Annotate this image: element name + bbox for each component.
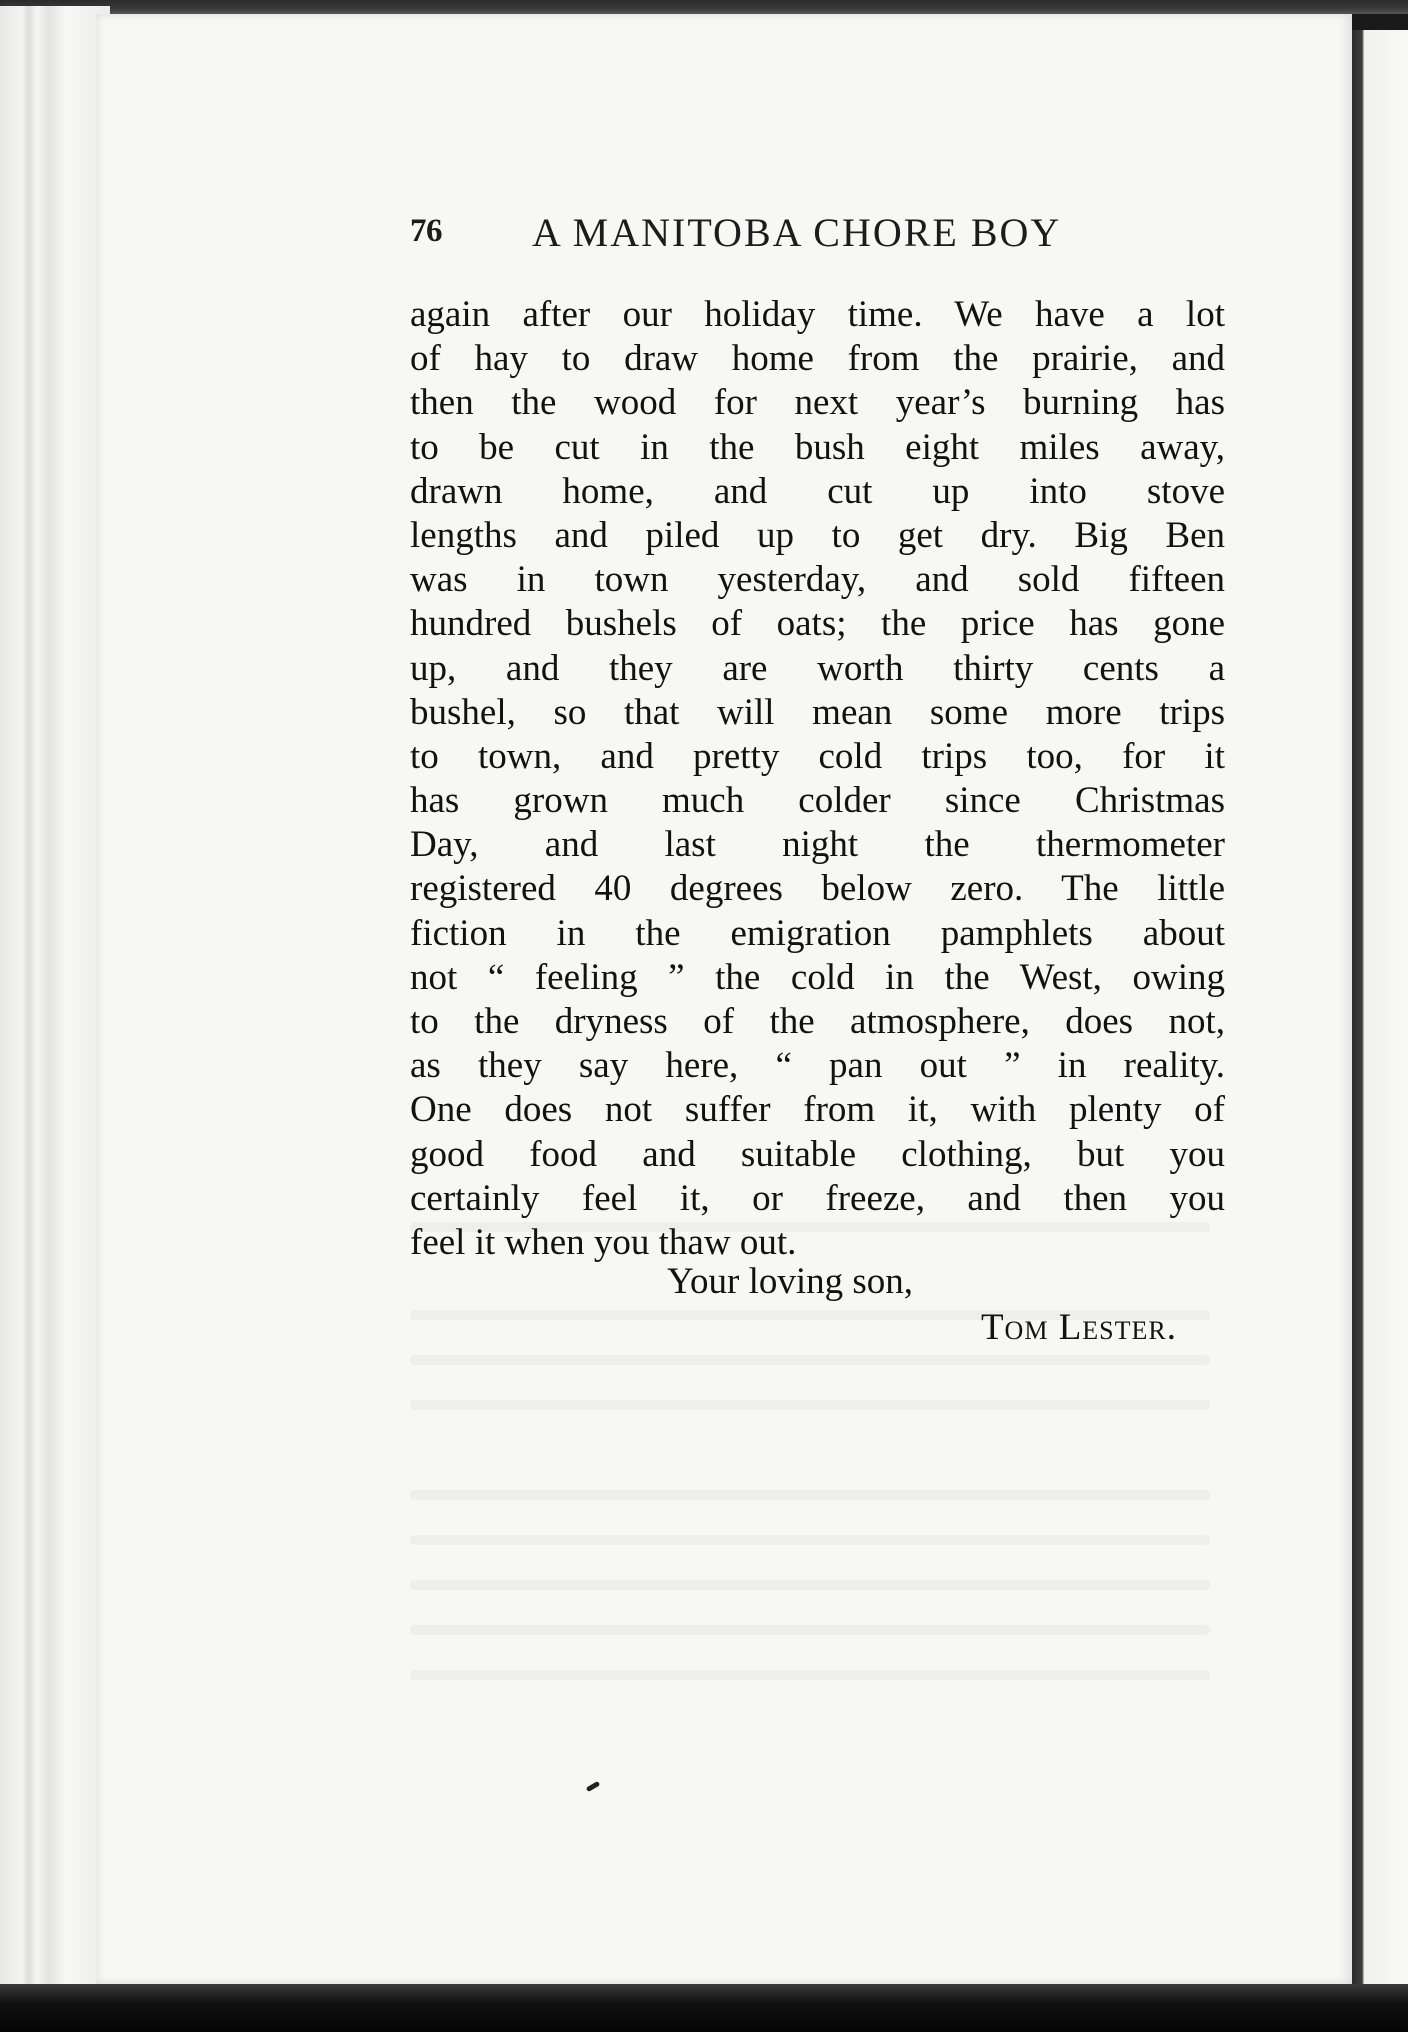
text-line: to the dryness of the atmosphere, does not, — [410, 1001, 1225, 1042]
show-through-line — [410, 1355, 1210, 1365]
running-head: A MANITOBA CHORE BOY — [532, 210, 1062, 255]
valediction: Your loving son, — [667, 1261, 914, 1302]
book-cover-edge — [1352, 30, 1408, 1990]
show-through-line — [410, 1625, 1210, 1635]
scan-top-edge — [0, 0, 1408, 14]
text-line: fiction in the emigration pamphlets about — [410, 912, 1225, 954]
body-text — [410, 293, 1225, 1265]
text-line: certainly feel it, or freeze, and then you — [410, 1177, 1225, 1219]
text-line: lengths and piled up to get dry. Big Ben — [410, 514, 1225, 556]
show-through-line — [410, 1490, 1210, 1500]
show-through-line — [410, 1670, 1210, 1680]
text-line: up, and they are worth thirty cents a — [410, 647, 1225, 689]
page-stack-edge — [0, 6, 110, 1996]
show-through-line — [410, 1400, 1210, 1410]
signature: Tom Lester. — [980, 1307, 1177, 1348]
text-line: registered 40 degrees below zero. The little — [410, 868, 1225, 910]
text-line: feel it when you thaw out. — [410, 1221, 797, 1263]
text-line: of hay to draw home from the prairie, and — [410, 338, 1225, 380]
scan-bottom-edge — [0, 1984, 1408, 2032]
text-line: not “ feeling ” the cold in the West, owing — [410, 956, 1225, 998]
text-line: drawn home, and cut up into stove — [410, 470, 1225, 512]
text-line: Day, and last night the thermometer — [410, 824, 1225, 866]
text-line: bushel, so that will mean some more trips — [410, 691, 1225, 733]
text-line: was in town yesterday, and sold fifteen — [410, 559, 1225, 601]
text-line: then the wood for next year’s burning has — [410, 382, 1225, 424]
text-line: as they say here, “ pan out ” in reality. — [410, 1045, 1225, 1087]
letter-closing — [410, 1260, 1225, 1350]
show-through-line — [410, 1580, 1210, 1590]
text-line: hundred bushels of oats; the price has gone — [410, 603, 1225, 645]
text-line: has grown much colder since Christmas — [410, 780, 1225, 822]
show-through-line — [410, 1535, 1210, 1545]
page-header — [410, 209, 1225, 259]
text-line: to town, and pretty cold trips too, for it — [410, 735, 1225, 777]
page-number: 76 — [410, 213, 442, 249]
text-line: good food and suitable clothing, but you — [410, 1133, 1225, 1175]
text-line: again after our holiday time. We have a lot — [410, 294, 1225, 335]
text-line: One does not suffer from it, with plenty of — [410, 1089, 1225, 1131]
text-line: to be cut in the bush eight miles away, — [410, 426, 1225, 468]
